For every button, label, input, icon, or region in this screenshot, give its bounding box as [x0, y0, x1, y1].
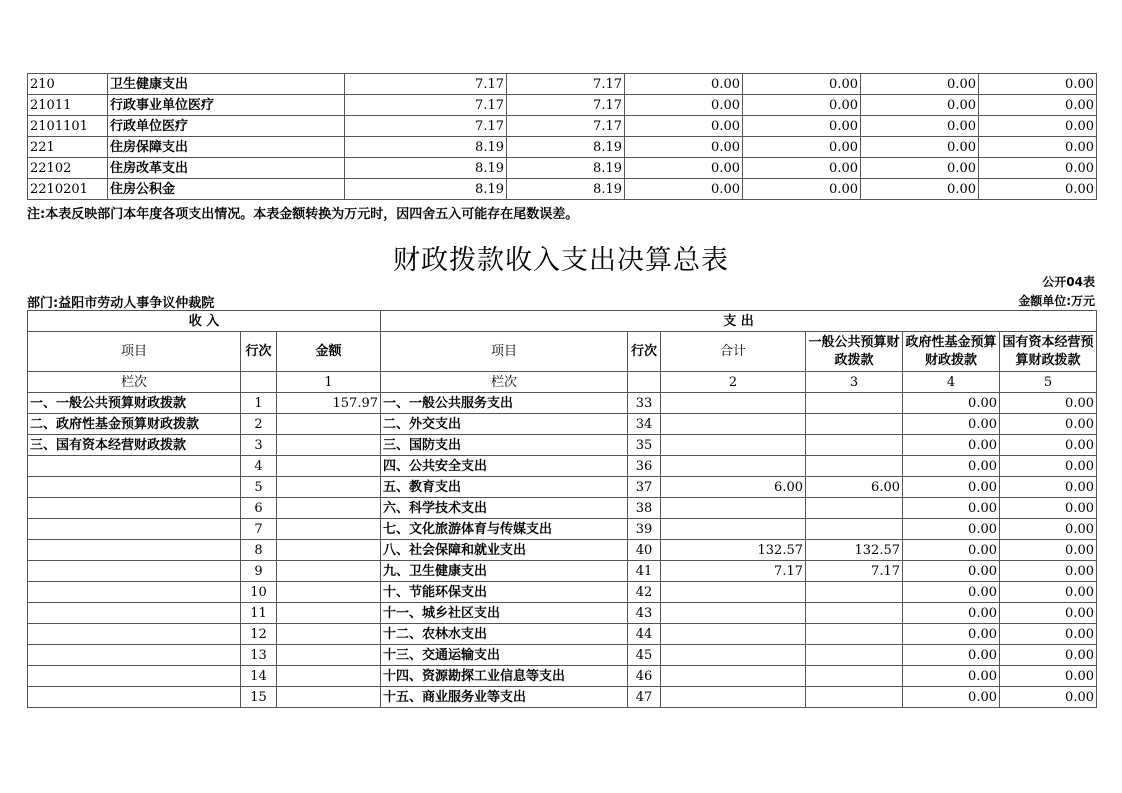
- expense-col-label: 栏次: [381, 372, 628, 393]
- income-amount: [277, 456, 381, 477]
- table-row: [28, 414, 1097, 435]
- state-capital-amount: 0.00: [1000, 519, 1097, 540]
- amount-cell: 0.00: [861, 158, 979, 179]
- amount-unit-label: 金额单位:万元: [1018, 294, 1095, 308]
- expense-item: 一、一般公共服务支出: [381, 393, 628, 414]
- amount-cell: 0.00: [625, 158, 743, 179]
- expense-total: [661, 666, 806, 687]
- amount-cell: 0.00: [979, 137, 1097, 158]
- state-capital-amount: 0.00: [1000, 603, 1097, 624]
- amount-cell: 0.00: [861, 137, 979, 158]
- expense-item: 十、节能环保支出: [381, 582, 628, 603]
- expense-item: 十三、交通运输支出: [381, 645, 628, 666]
- subject-name: 行政事业单位医疗: [108, 95, 345, 116]
- subject-code: 210: [28, 74, 108, 95]
- income-amount: [277, 414, 381, 435]
- subject-name: 住房公积金: [108, 179, 345, 200]
- state-capital-amount: 0.00: [1000, 582, 1097, 603]
- amount-cell: 8.19: [345, 179, 507, 200]
- income-row-number: 15: [241, 687, 277, 708]
- income-row-number: 6: [241, 498, 277, 519]
- general-budget-amount: [806, 456, 903, 477]
- amount-cell: 0.00: [861, 116, 979, 137]
- gov-fund-amount: 0.00: [903, 456, 1000, 477]
- table-row: [28, 456, 1097, 477]
- subject-code: 2210201: [28, 179, 108, 200]
- col-index-1: 1: [277, 372, 381, 393]
- expense-row-number: 39: [628, 519, 661, 540]
- state-capital-amount: 0.00: [1000, 477, 1097, 498]
- gov-fund-amount: 0.00: [903, 603, 1000, 624]
- state-capital-amount: 0.00: [1000, 624, 1097, 645]
- subject-code: 221: [28, 137, 108, 158]
- amount-cell: 7.17: [345, 95, 507, 116]
- amount-cell: 0.00: [743, 74, 861, 95]
- expense-total: [661, 414, 806, 435]
- income-header: 收 入: [28, 311, 381, 332]
- table-row: [28, 582, 1097, 603]
- expense-item-header: 项目: [381, 332, 628, 372]
- expense-row-number: 45: [628, 645, 661, 666]
- amount-cell: 0.00: [625, 137, 743, 158]
- amount-cell: 0.00: [743, 158, 861, 179]
- income-item: 三、国有资本经营财政拨款: [28, 435, 241, 456]
- subject-code: 2101101: [28, 116, 108, 137]
- gov-fund-amount: 0.00: [903, 393, 1000, 414]
- table-note: 注:本表反映部门本年度各项支出情况。本表金额转换为万元时，因四舍五入可能存在尾数误差。: [27, 207, 579, 222]
- table-row: [28, 74, 1097, 95]
- expense-total: [661, 435, 806, 456]
- income-amount-header: 金额: [277, 332, 381, 372]
- expense-total: 6.00: [661, 477, 806, 498]
- gov-fund-amount: 0.00: [903, 666, 1000, 687]
- general-budget-amount: [806, 435, 903, 456]
- expense-row-number: 33: [628, 393, 661, 414]
- amount-cell: 8.19: [507, 137, 625, 158]
- col-index-2: 2: [661, 372, 806, 393]
- gov-fund-amount: 0.00: [903, 624, 1000, 645]
- fiscal-summary-table: [27, 310, 1097, 708]
- gov-fund-amount: 0.00: [903, 519, 1000, 540]
- state-capital-amount: 0.00: [1000, 645, 1097, 666]
- amount-cell: 7.17: [507, 95, 625, 116]
- income-row-number: 13: [241, 645, 277, 666]
- amount-cell: 0.00: [625, 95, 743, 116]
- expense-row-number: 34: [628, 414, 661, 435]
- income-item: [28, 456, 241, 477]
- amount-cell: 8.19: [345, 137, 507, 158]
- col-index-3: 3: [806, 372, 903, 393]
- income-item: [28, 540, 241, 561]
- table-row: [28, 519, 1097, 540]
- expense-item: 十四、资源勘探工业信息等支出: [381, 666, 628, 687]
- general-budget-amount: [806, 624, 903, 645]
- table-row: [28, 435, 1097, 456]
- income-item: [28, 624, 241, 645]
- expense-item: 六、科学技术支出: [381, 498, 628, 519]
- subject-name: 住房改革支出: [108, 158, 345, 179]
- expense-col-rowno-blank: [628, 372, 661, 393]
- subject-code: 22102: [28, 158, 108, 179]
- income-row-number: 5: [241, 477, 277, 498]
- gov-fund-amount: 0.00: [903, 645, 1000, 666]
- expense-total: [661, 624, 806, 645]
- gov-fund-amount: 0.00: [903, 498, 1000, 519]
- state-capital-amount: 0.00: [1000, 435, 1097, 456]
- expense-item: 七、文化旅游体育与传媒支出: [381, 519, 628, 540]
- state-capital-amount: 0.00: [1000, 561, 1097, 582]
- expense-item: 五、教育支出: [381, 477, 628, 498]
- table-row: [28, 498, 1097, 519]
- amount-cell: 0.00: [743, 179, 861, 200]
- amount-cell: 0.00: [625, 116, 743, 137]
- general-budget-amount: [806, 687, 903, 708]
- expense-row-number: 35: [628, 435, 661, 456]
- expense-row-number: 40: [628, 540, 661, 561]
- expense-row-number: 43: [628, 603, 661, 624]
- income-amount: [277, 519, 381, 540]
- table-row: [28, 687, 1097, 708]
- table-row: [28, 95, 1097, 116]
- gov-fund-amount: 0.00: [903, 414, 1000, 435]
- income-row-number: 8: [241, 540, 277, 561]
- amount-cell: 0.00: [979, 74, 1097, 95]
- form-number: 公开04表: [1042, 275, 1095, 289]
- table-row: [28, 393, 1097, 414]
- income-row-number: 10: [241, 582, 277, 603]
- amount-cell: 8.19: [507, 158, 625, 179]
- expense-total: [661, 603, 806, 624]
- income-row-number: 9: [241, 561, 277, 582]
- income-row-number: 14: [241, 666, 277, 687]
- state-capital-amount: 0.00: [1000, 393, 1097, 414]
- income-item: 二、政府性基金预算财政拨款: [28, 414, 241, 435]
- general-budget-amount: 132.57: [806, 540, 903, 561]
- gov-fund-amount: 0.00: [903, 561, 1000, 582]
- subject-name: 住房保障支出: [108, 137, 345, 158]
- amount-cell: 0.00: [861, 179, 979, 200]
- state-capital-amount: 0.00: [1000, 414, 1097, 435]
- amount-cell: 7.17: [507, 116, 625, 137]
- amount-cell: 0.00: [979, 158, 1097, 179]
- expense-item: 二、外交支出: [381, 414, 628, 435]
- expense-total: [661, 582, 806, 603]
- general-budget-amount: [806, 519, 903, 540]
- state-capital-amount: 0.00: [1000, 456, 1097, 477]
- table-row: [28, 624, 1097, 645]
- income-amount: [277, 477, 381, 498]
- state-capital-amount: 0.00: [1000, 666, 1097, 687]
- income-item: [28, 603, 241, 624]
- expense-row-number: 36: [628, 456, 661, 477]
- expense-row-number: 44: [628, 624, 661, 645]
- income-item: [28, 687, 241, 708]
- income-row-number: 2: [241, 414, 277, 435]
- income-row-number: 3: [241, 435, 277, 456]
- expense-total: 7.17: [661, 561, 806, 582]
- expense-total: [661, 393, 806, 414]
- income-col-rowno-blank: [241, 372, 277, 393]
- expense-rowno-header: 行次: [628, 332, 661, 372]
- expense-item: 三、国防支出: [381, 435, 628, 456]
- income-amount: 157.97: [277, 393, 381, 414]
- table-row: [28, 645, 1097, 666]
- expense-item: 十五、商业服务业等支出: [381, 687, 628, 708]
- expense-row-number: 47: [628, 687, 661, 708]
- general-budget-amount: 6.00: [806, 477, 903, 498]
- general-budget-amount: [806, 414, 903, 435]
- gov-fund-amount: 0.00: [903, 582, 1000, 603]
- income-item: [28, 477, 241, 498]
- expense-item: 九、卫生健康支出: [381, 561, 628, 582]
- amount-cell: 0.00: [743, 95, 861, 116]
- expense-item: 十一、城乡社区支出: [381, 603, 628, 624]
- expense-total: [661, 519, 806, 540]
- table-row: [28, 603, 1097, 624]
- expense-total-header: 合计: [661, 332, 806, 372]
- income-item: 一、一般公共预算财政拨款: [28, 393, 241, 414]
- table-row: [28, 116, 1097, 137]
- expense-item: 十二、农林水支出: [381, 624, 628, 645]
- subject-name: 卫生健康支出: [108, 74, 345, 95]
- expense-item: 四、公共安全支出: [381, 456, 628, 477]
- general-budget-header: 一般公共预算财政拨款: [806, 332, 903, 372]
- income-amount: [277, 645, 381, 666]
- state-capital-amount: 0.00: [1000, 498, 1097, 519]
- expense-row-number: 46: [628, 666, 661, 687]
- gov-fund-amount: 0.00: [903, 477, 1000, 498]
- col-index-5: 5: [1000, 372, 1097, 393]
- gov-fund-amount: 0.00: [903, 435, 1000, 456]
- department-label: 部门:益阳市劳动人事争议仲裁院: [27, 296, 215, 311]
- expense-total: [661, 687, 806, 708]
- income-amount: [277, 540, 381, 561]
- expense-total: [661, 456, 806, 477]
- subject-code: 21011: [28, 95, 108, 116]
- income-rowno-header: 行次: [241, 332, 277, 372]
- general-budget-amount: [806, 582, 903, 603]
- expense-row-number: 38: [628, 498, 661, 519]
- income-row-number: 1: [241, 393, 277, 414]
- amount-cell: 0.00: [625, 179, 743, 200]
- amount-cell: 0.00: [625, 74, 743, 95]
- amount-cell: 0.00: [861, 95, 979, 116]
- expense-total: [661, 645, 806, 666]
- amount-cell: 7.17: [345, 74, 507, 95]
- income-amount: [277, 603, 381, 624]
- table-row: [28, 158, 1097, 179]
- amount-cell: 8.19: [507, 179, 625, 200]
- expense-row-number: 37: [628, 477, 661, 498]
- income-amount: [277, 666, 381, 687]
- income-item: [28, 519, 241, 540]
- general-budget-amount: 7.17: [806, 561, 903, 582]
- state-capital-amount: 0.00: [1000, 540, 1097, 561]
- income-amount: [277, 624, 381, 645]
- subject-name: 行政单位医疗: [108, 116, 345, 137]
- general-budget-amount: [806, 666, 903, 687]
- state-capital-amount: 0.00: [1000, 687, 1097, 708]
- amount-cell: 0.00: [979, 95, 1097, 116]
- amount-cell: 0.00: [861, 74, 979, 95]
- income-item: [28, 582, 241, 603]
- amount-cell: 7.17: [507, 74, 625, 95]
- income-item: [28, 666, 241, 687]
- income-amount: [277, 498, 381, 519]
- general-budget-amount: [806, 498, 903, 519]
- income-amount: [277, 687, 381, 708]
- income-item-header: 项目: [28, 332, 241, 372]
- income-row-number: 11: [241, 603, 277, 624]
- amount-cell: 0.00: [979, 179, 1097, 200]
- expense-total: 132.57: [661, 540, 806, 561]
- expense-item: 八、社会保障和就业支出: [381, 540, 628, 561]
- expense-row-number: 42: [628, 582, 661, 603]
- page-title: 财政拨款收入支出决算总表: [393, 245, 729, 276]
- amount-cell: 0.00: [979, 116, 1097, 137]
- table-row: [28, 179, 1097, 200]
- income-amount: [277, 561, 381, 582]
- amount-cell: 0.00: [743, 116, 861, 137]
- table-row: [28, 561, 1097, 582]
- income-col-label: 栏次: [28, 372, 241, 393]
- expense-detail-table: [27, 73, 1097, 200]
- general-budget-amount: [806, 603, 903, 624]
- gov-fund-header: 政府性基金预算财政拨款: [903, 332, 1000, 372]
- general-budget-amount: [806, 393, 903, 414]
- amount-cell: 8.19: [345, 158, 507, 179]
- income-row-number: 4: [241, 456, 277, 477]
- amount-cell: 7.17: [345, 116, 507, 137]
- expense-total: [661, 498, 806, 519]
- income-row-number: 12: [241, 624, 277, 645]
- amount-cell: 0.00: [743, 137, 861, 158]
- income-item: [28, 645, 241, 666]
- income-row-number: 7: [241, 519, 277, 540]
- table-row: [28, 477, 1097, 498]
- state-capital-header: 国有资本经营预算财政拨款: [1000, 332, 1097, 372]
- expense-header: 支 出: [381, 311, 1097, 332]
- table-row: [28, 540, 1097, 561]
- income-item: [28, 498, 241, 519]
- gov-fund-amount: 0.00: [903, 687, 1000, 708]
- table-row: [28, 137, 1097, 158]
- table-row: [28, 666, 1097, 687]
- expense-row-number: 41: [628, 561, 661, 582]
- income-amount: [277, 582, 381, 603]
- income-item: [28, 561, 241, 582]
- general-budget-amount: [806, 645, 903, 666]
- col-index-4: 4: [903, 372, 1000, 393]
- income-amount: [277, 435, 381, 456]
- gov-fund-amount: 0.00: [903, 540, 1000, 561]
